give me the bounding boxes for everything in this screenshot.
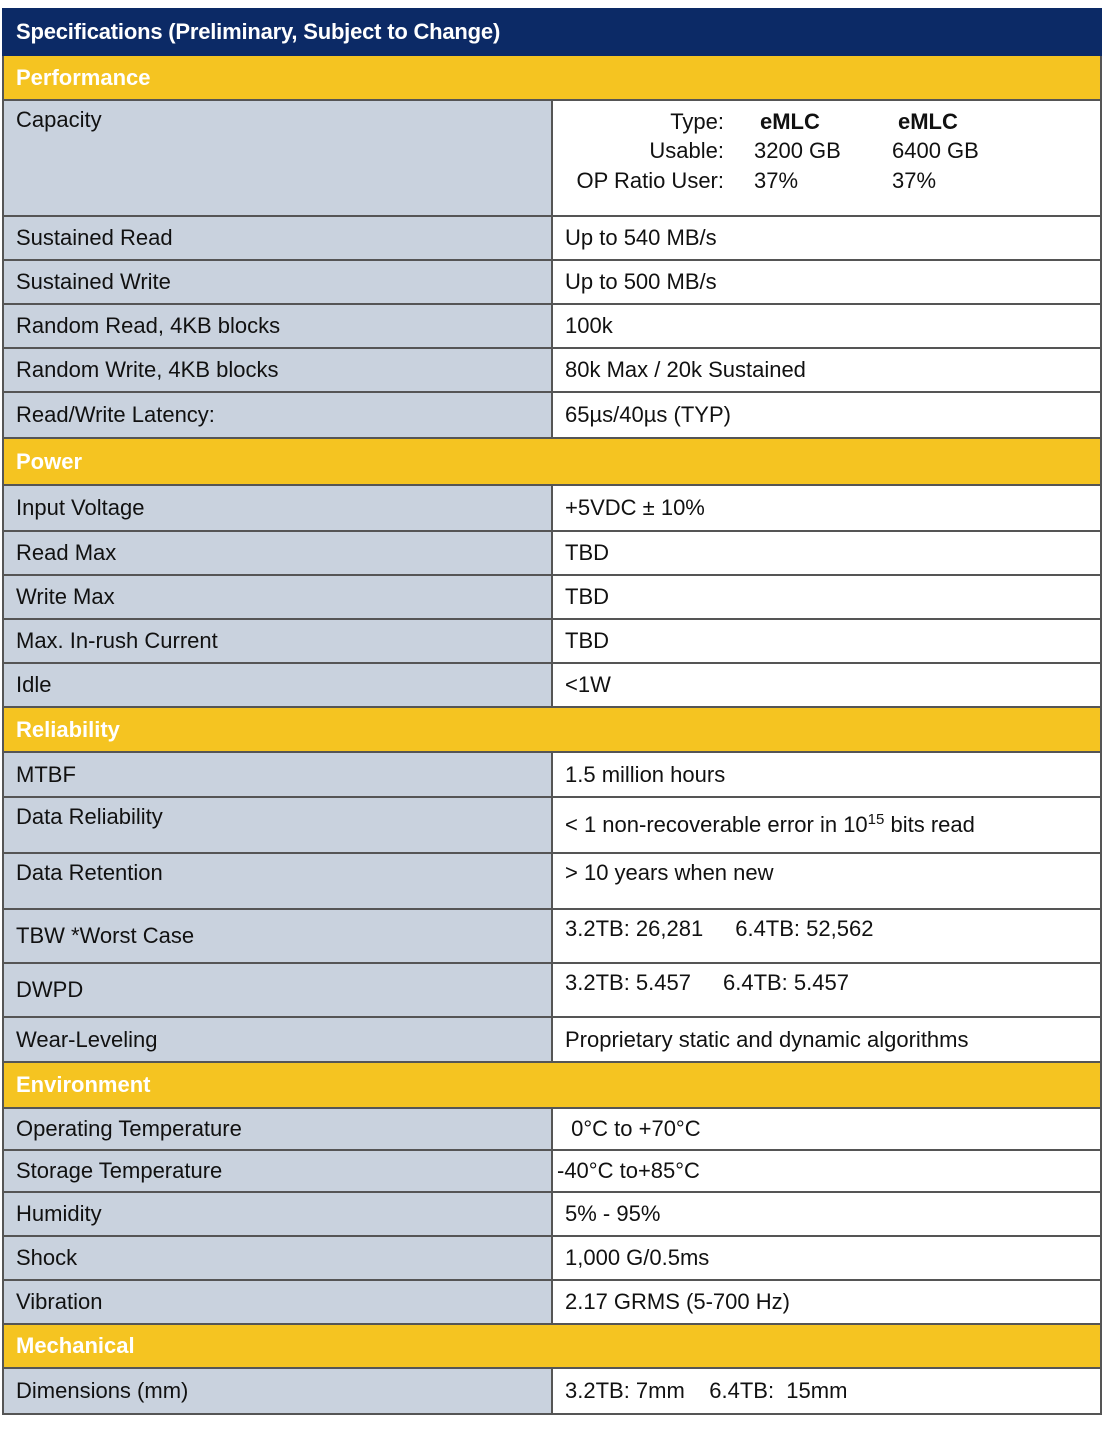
row-value: 3.2TB: 7mm 6.4TB: 15mm (552, 1368, 1101, 1414)
capacity-op-row (559, 166, 1018, 195)
value-b: 6.4TB: 52,562 (735, 916, 874, 941)
table-row (3, 260, 1101, 304)
capacity-cell (552, 100, 1101, 216)
row-value: Up to 540 MB/s (552, 216, 1101, 260)
value-a: 3.2TB: 26,281 (565, 916, 704, 941)
row-label: Idle (3, 663, 552, 707)
row-label: Read/Write Latency: (3, 392, 552, 438)
section-heading: Environment (3, 1062, 1101, 1108)
capacity-key: Type: (670, 109, 724, 134)
capacity-value: 37% (892, 167, 937, 193)
row-value: 1,000 G/0.5ms (552, 1236, 1101, 1280)
table-row-capacity (3, 100, 1101, 216)
table-row (3, 1150, 1101, 1192)
capacity-value: 6400 GB (892, 138, 979, 164)
section-heading: Performance (3, 55, 1101, 100)
capacity-value: eMLC (760, 109, 820, 134)
row-label: Humidity (3, 1192, 552, 1236)
row-value: Proprietary static and dynamic algorithms (552, 1017, 1101, 1062)
table-row (3, 853, 1101, 909)
row-value: TBD (552, 575, 1101, 619)
row-value: +5VDC ± 10% (552, 485, 1101, 531)
table-row (3, 392, 1101, 438)
section-heading: Mechanical (3, 1324, 1101, 1368)
capacity-key: Usable: (649, 138, 724, 164)
row-label: MTBF (3, 752, 552, 797)
row-label: Random Read, 4KB blocks (3, 304, 552, 348)
value-b: 6.4TB: 5.457 (722, 970, 849, 995)
row-value: 5% - 95% (552, 1192, 1101, 1236)
section-reliability (3, 707, 1101, 752)
row-label: Operating Temperature (3, 1108, 552, 1150)
section-performance (3, 55, 1101, 100)
spec-table (2, 8, 1102, 1415)
table-row (3, 485, 1101, 531)
section-mechanical (3, 1324, 1101, 1368)
row-label: Input Voltage (3, 485, 552, 531)
table-row (3, 531, 1101, 575)
table-row (3, 752, 1101, 797)
row-label: Wear-Leveling (3, 1017, 552, 1062)
row-label: Shock (3, 1236, 552, 1280)
row-value: Up to 500 MB/s (552, 260, 1101, 304)
row-value (552, 909, 1101, 963)
table-row (3, 1017, 1101, 1062)
table-row (3, 797, 1101, 853)
value-a: 3.2TB: 5.457 (565, 970, 691, 995)
row-label: Random Write, 4KB blocks (3, 348, 552, 392)
row-label: Sustained Write (3, 260, 552, 304)
capacity-subtable (559, 107, 1018, 195)
table-row (3, 1108, 1101, 1150)
row-label: Data Reliability (3, 797, 552, 853)
row-label: Read Max (3, 531, 552, 575)
row-value (552, 963, 1101, 1017)
value-prefix: < 1 non-recoverable error in 10 (565, 812, 868, 838)
row-value: 80k Max / 20k Sustained (552, 348, 1101, 392)
row-label: Dimensions (mm) (3, 1368, 552, 1414)
row-value: TBD (552, 531, 1101, 575)
row-value: 100k (552, 304, 1101, 348)
capacity-value: eMLC (898, 109, 958, 134)
table-row (3, 348, 1101, 392)
section-environment (3, 1062, 1101, 1108)
table-row (3, 619, 1101, 663)
table-row (3, 909, 1101, 963)
row-label: Storage Temperature (3, 1150, 552, 1192)
table-row (3, 1280, 1101, 1324)
row-value (552, 797, 1101, 853)
row-label: TBW *Worst Case (3, 909, 552, 963)
capacity-type-row (559, 107, 1018, 136)
table-row (3, 663, 1101, 707)
row-label: DWPD (3, 963, 552, 1017)
row-label: Max. In-rush Current (3, 619, 552, 663)
row-value: 2.17 GRMS (5-700 Hz) (552, 1280, 1101, 1324)
row-label: Capacity (3, 100, 552, 216)
capacity-key: OP Ratio User: (576, 167, 724, 193)
table-row (3, 963, 1101, 1017)
row-label: Data Retention (3, 853, 552, 909)
row-value: 1.5 million hours (552, 752, 1101, 797)
row-label: Write Max (3, 575, 552, 619)
row-label: Vibration (3, 1280, 552, 1324)
value-exponent: 15 (867, 811, 885, 829)
section-heading: Power (3, 438, 1101, 485)
row-value: <1W (552, 663, 1101, 707)
table-title-row (3, 9, 1101, 55)
row-label: Sustained Read (3, 216, 552, 260)
table-title: Specifications (Preliminary, Subject to Change) (3, 9, 1101, 55)
capacity-usable-row (559, 136, 1018, 165)
table-row (3, 216, 1101, 260)
table-row (3, 304, 1101, 348)
section-heading: Reliability (3, 707, 1101, 752)
capacity-value: 37% (754, 167, 799, 193)
table-row (3, 1236, 1101, 1280)
row-value: 65µs/40µs (TYP) (552, 392, 1101, 438)
row-value: TBD (552, 619, 1101, 663)
table-row (3, 575, 1101, 619)
capacity-value: 3200 GB (754, 138, 841, 164)
row-value: -40°C to+85°C (552, 1150, 1101, 1192)
table-row (3, 1368, 1101, 1414)
section-power (3, 438, 1101, 485)
row-value: > 10 years when new (552, 853, 1101, 909)
row-value: 0°C to +70°C (552, 1108, 1101, 1150)
value-suffix: bits read (884, 812, 975, 838)
table-row (3, 1192, 1101, 1236)
